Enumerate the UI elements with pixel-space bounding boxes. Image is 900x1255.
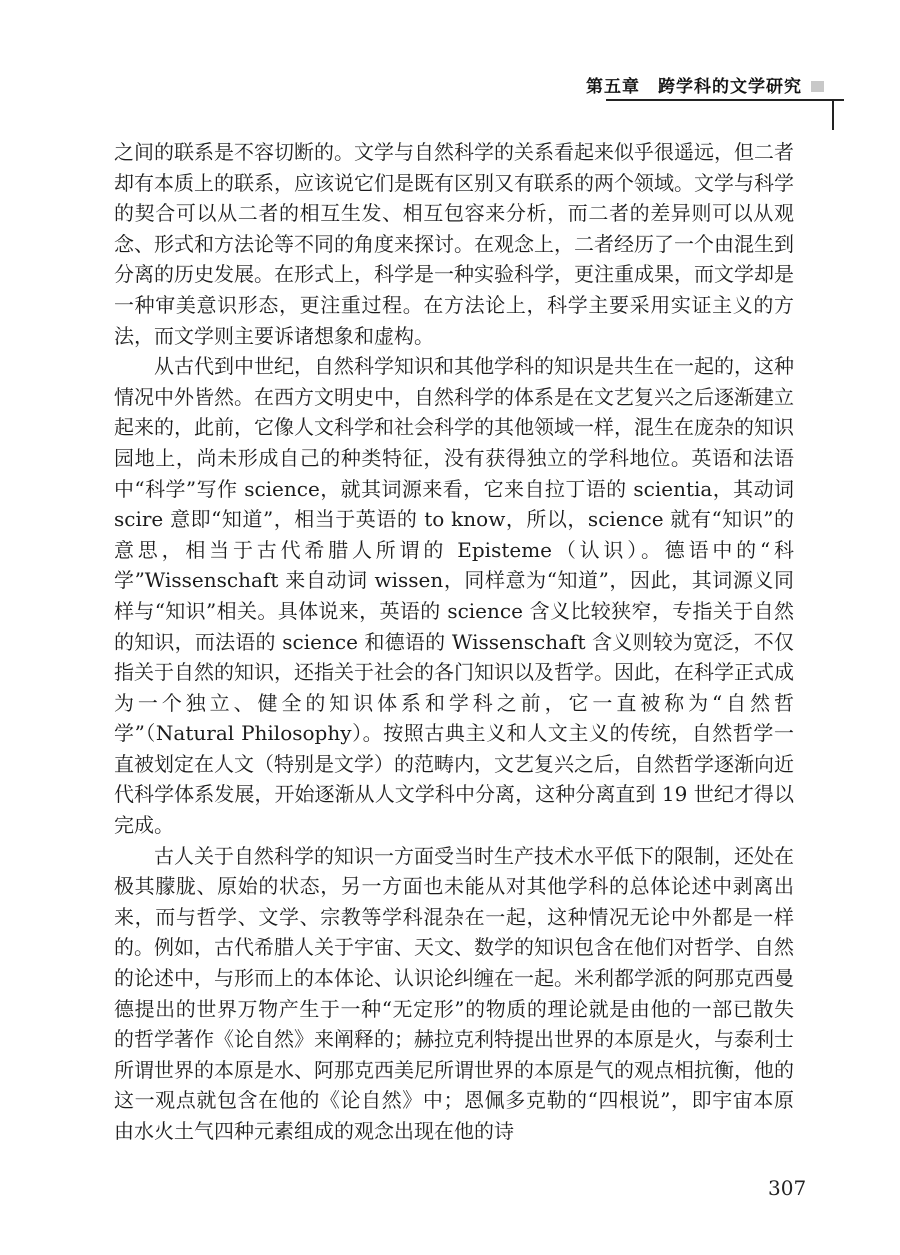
body-text bbox=[114, 137, 794, 1147]
chapter-title: 第五章 跨学科的文学研究 bbox=[586, 77, 802, 97]
header-rule bbox=[606, 99, 844, 101]
paragraph-3: 古人关于自然科学的知识一方面受当时生产技术水平低下的限制，还处在极其朦胧、原始的状态，另一方面也未能从对其他学科的总体论述中剥离出来，而与哲学、文学、宗教等学科混杂在一起，这种情况无论中外都是一样的。例如，古代希腊人关于宇宙、天文、数学的知识包含在他们对哲学、自然的论述中，与形而上的本体论、认识论纠缠在一起。米利都学派的阿那克西曼德提出的世界万物产生于一种“无定形”的物质的理论就是由他的一部已散失的哲学著作《论自然》来阐释的；赫拉克利特提出世界的本原是火，与泰利士所谓世界的本原是水、阿那克西美尼所谓世界的本原是气的观点相抗衡，他的这一观点就包含在他的《论自然》中；恩佩多克勒的“四根说”，即宇宙本原由水火土气四种元素组成的观念出现在他的诗 bbox=[114, 843, 794, 1143]
header-marker bbox=[811, 81, 824, 92]
header-tick bbox=[832, 100, 834, 130]
paragraph-1: 之间的联系是不容切断的。文学与自然科学的关系看起来似乎很遥远，但二者却有本质上的联系，应该说它们是既有区别又有联系的两个领域。文学与科学的契合可以从二者的相互生发、相互包容来分析，而二者的差异则可以从观念、形式和方法论等不同的角度来探讨。在观念上，二者经历了一个由混生到分离的历史发展。在形式上，科学是一种实验科学，更注重成果，而文学却是一种审美意识形态，更注重过程。在方法论上，科学主要采用实证主义的方法，而文学则主要诉诸想象和虚构。 bbox=[114, 140, 794, 348]
paragraph-2: 从古代到中世纪，自然科学知识和其他学科的知识是共生在一起的，这种情况中外皆然。在西方文明史中，自然科学的体系是在文艺复兴之后逐渐建立起来的，此前，它像人文科学和社会科学的其他领域一样，混生在庞杂的知识园地上，尚未形成自己的种类特征，没有获得独立的学科地位。英语和法语中“科学”写作 science，就其词源来看，它来自拉丁语的 scientia，其动词 scire 意即“知道”，相当于英语的 to know，所以，science 就有“知识”的意思，相当于古代希腊人所谓的 Episteme（认识）。德语中的“科学”Wissenschaft 来自动词 wissen，同样意为“知道”，因此，其词源义同样与“知识”相关。具体说来，英语的 science 含义比较狭窄，专指关于自然的知识，而法语的 science 和德语的 Wissenschaft 含义则较为宽泛，不仅指关于自然的知识，还指关于社会的各门知识以及哲学。因此，在科学正式成为一个独立、健全的知识体系和学科之前，它一直被称为“自然哲学”（Natural Philosophy）。按照古典主义和人文主义的传统，自然哲学一直被划定在人文（特别是文学）的范畴内，文艺复兴之后，自然哲学逐渐向近代科学体系发展，开始逐渐从人文学科中分离，这种分离直到 19 世纪才得以完成。 bbox=[114, 354, 794, 838]
page-number: 307 bbox=[768, 1176, 807, 1200]
